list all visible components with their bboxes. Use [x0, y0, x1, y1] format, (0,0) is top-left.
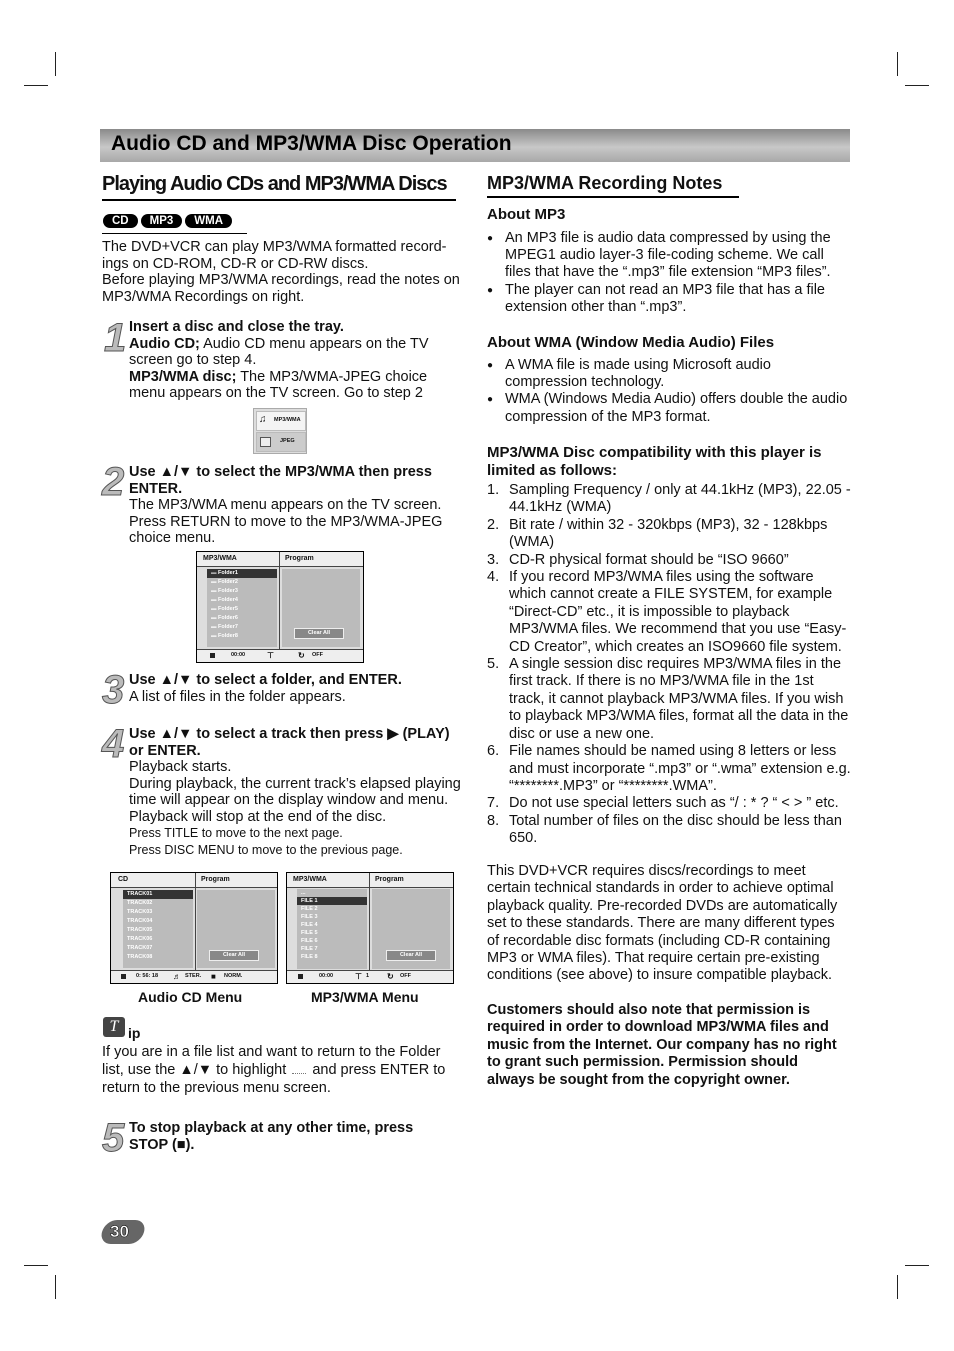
sound-mode: NORM.	[224, 973, 243, 979]
folder-item[interactable]: ▬ Folder4	[211, 597, 238, 603]
folder-list	[207, 569, 277, 647]
crop-mark	[55, 1275, 56, 1299]
disc-badges	[103, 211, 235, 229]
list-item: ● WMA (Windows Media Audio) offers double the audio compression of the MP3 format.	[487, 391, 849, 425]
badges-rule	[102, 233, 247, 234]
track-item[interactable]: TRACK07	[127, 945, 153, 951]
track-item[interactable]: TRACK05	[127, 927, 153, 933]
right-heading: MP3/WMA Recording Notes	[487, 173, 723, 193]
screen-title: MP3/WMA	[293, 876, 327, 883]
screen-title: CD	[118, 876, 129, 883]
parent-folder-item[interactable]: ...	[301, 890, 306, 896]
step-4-title: Use ▲/▼ to select a track then press ▶ (PLAY) or ENTER.	[129, 726, 450, 759]
screen-title: MP3/WMA	[203, 555, 237, 562]
badge-mp3: MP3	[141, 214, 183, 228]
step-1-title: Insert a disc and close the tray.	[129, 319, 344, 335]
step-number-5: 5	[102, 1116, 125, 1160]
file-item[interactable]: FILE 1	[297, 897, 367, 905]
file-item[interactable]: FILE 2	[301, 906, 318, 912]
list-item: ● The player can not read an MP3 file that has a file extension other than “.mp3”.	[487, 282, 849, 316]
list-item: 8. Total number of files on the disc should be less than 650.	[487, 812, 842, 847]
clear-all-button[interactable]: Clear All	[386, 950, 436, 961]
banner-title: Audio CD and MP3/WMA Disc Operation	[111, 132, 512, 155]
list-item: 6. File names should be named using 8 letters or less and must incorporate “.mp3” or “.wma” extension e.g. “********.MP3” or “********.WMA”.	[487, 743, 851, 794]
step-number-4: 4	[102, 722, 125, 766]
stop-icon	[210, 653, 215, 658]
step-2-title: Use ▲/▼ to select the MP3/WMA then press ENTER.	[129, 464, 432, 497]
compat-list	[487, 482, 852, 848]
repeat-status: OFF	[400, 973, 411, 979]
mp3-bullet-list	[487, 230, 849, 316]
folder-item[interactable]: ▬ Folder1	[207, 569, 277, 578]
file-item[interactable]: FILE 8	[301, 954, 318, 960]
speaker-icon: ■	[211, 972, 216, 981]
elapsed-time: 00:00	[231, 652, 246, 658]
step-4-text-2: During playback, the current track’s elapsed playing time will appear on the display window and menu. Playback will stop at the end of the disc.	[129, 775, 461, 825]
header-divider	[369, 873, 370, 971]
compat-heading: MP3/WMA Disc compatibility with this player is limited as follows:	[487, 444, 822, 479]
file-item[interactable]: FILE 3	[301, 914, 318, 920]
step-4-text-1: Playback starts.	[129, 759, 232, 775]
title-number: 1	[366, 973, 370, 979]
cd-menu-caption: Audio CD Menu	[138, 989, 243, 1005]
step-4-small-1: Press TITLE to move to the next page.	[129, 826, 343, 840]
wma-bullet-list	[487, 357, 849, 426]
elapsed-time: 0: 56: 18	[136, 973, 159, 979]
right-heading-rule	[487, 196, 739, 198]
folder-item[interactable]: ▬ Folder8	[211, 633, 238, 639]
repeat-icon: ↻	[387, 972, 394, 981]
step-1	[129, 319, 459, 402]
tip-text: If you are in a file list and want to return to the Folder list, use the ▲/▼ to highlight and press ENTER to return to the previous menu screen.	[102, 1044, 446, 1096]
stop-icon	[121, 974, 126, 979]
track-item[interactable]: TRACK04	[127, 918, 153, 924]
permission-text: Customers should also note that permission is required in order to download MP3/WMA files and music from the Internet. Our company has no right to grant such permission. Permission should always be sought from the copyright owner.	[487, 1002, 837, 1088]
left-heading: Playing Audio CDs and MP3/WMA Discs	[102, 173, 447, 195]
folder-up-icon	[292, 1066, 306, 1074]
about-wma-heading: About WMA (Window Media Audio) Files	[487, 334, 775, 351]
list-item: 7. Do not use special letters such as “/ : * ? “ < > ” etc.	[487, 795, 839, 812]
list-item: 2. Bit rate / within 32 - 320kbps (MP3), 32 - 128kbps (WMA)	[487, 516, 828, 551]
mp3-menu-caption: MP3/WMA Menu	[311, 989, 419, 1005]
crop-mark	[905, 1265, 929, 1266]
stop-icon	[298, 974, 303, 979]
step-1-mp3: MP3/WMA disc; The MP3/WMA-JPEG choice menu appears on the TV screen. Go to step 2	[129, 368, 428, 401]
crop-mark	[905, 85, 929, 86]
standards-text: This DVD+VCR requires discs/recordings to meet certain technical standards in order to achieve optimal playback quality. Pre-recorded DVDs are automatically set to these standards. There are many different types of recordable disc formats (including CD-R containing MP3 or WMA files). That require certain pre-existing conditions (see above) to insure compatible playback.	[487, 863, 838, 984]
step-3-text: A list of files in the folder appears.	[129, 688, 346, 705]
track-item[interactable]: TRACK08	[127, 954, 153, 960]
list-item: 4. If you record MP3/WMA files using the software which cannot create a FILE SYSTEM, for example “Direct-CD” etc., it is impossible to playback MP3/WMA files. We recommend that you use “Easy-CD Creator”, which creates an ISO9660 file system.	[487, 569, 847, 655]
screen-program: Program	[375, 876, 404, 883]
choice-mp3wma: ♫ MP3/WMA	[256, 411, 306, 431]
screen-program: Program	[285, 555, 314, 562]
step-4-small-2: Press DISC MENU to move to the previous page.	[129, 842, 403, 857]
section-banner	[100, 129, 850, 162]
audio-icon: ♬	[173, 972, 181, 981]
track-item[interactable]: TRACK06	[127, 936, 153, 942]
folder-item[interactable]: ▬ Folder2	[211, 579, 238, 585]
repeat-icon: ↻	[298, 651, 305, 660]
step-number-1: 1	[104, 316, 127, 360]
mp3wma-file-screen	[286, 872, 454, 984]
list-item: 3. CD-R physical format should be “ISO 9660”	[487, 551, 789, 568]
track-item[interactable]: TRACK03	[127, 909, 153, 915]
audio-cd-screen	[110, 872, 278, 984]
intro-text-2: Before playing MP3/WMA recordings, read the notes on MP3/WMA Recordings on right.	[102, 272, 460, 305]
left-heading-rule	[102, 199, 456, 201]
tip-label: ip	[128, 1025, 141, 1041]
step-3-title: Use ▲/▼ to select a folder, and ENTER.	[129, 672, 402, 688]
elapsed-time: 00:00	[319, 973, 334, 979]
file-item[interactable]: FILE 4	[301, 922, 318, 928]
step-1-cd: Audio CD; Audio CD menu appears on the TV screen go to step 4.	[129, 335, 429, 368]
step-5-title: To stop playback at any other time, press STOP (■).	[129, 1120, 414, 1153]
crop-mark	[55, 52, 56, 76]
crop-mark	[24, 85, 48, 86]
mp3wma-folder-screen	[196, 551, 364, 663]
file-list	[297, 889, 367, 969]
folder-item[interactable]: ▬ Folder3	[211, 588, 238, 594]
clear-all-button[interactable]: Clear All	[209, 950, 259, 961]
track-list	[123, 890, 193, 968]
about-mp3-heading: About MP3	[487, 206, 566, 223]
track-item[interactable]: TRACK02	[127, 900, 153, 906]
audio-status: STER.	[185, 973, 202, 979]
list-item: 1. Sampling Frequency / only at 44.1kHz (MP3), 22.05 - 44.1kHz (WMA)	[487, 482, 851, 516]
intro-text: The DVD+VCR can play MP3/WMA formatted record-ings on CD-ROM, CD-R or CD-RW discs.	[102, 239, 447, 272]
track-item[interactable]: TRACK01	[123, 890, 193, 899]
header-divider	[279, 552, 280, 650]
music-note-icon: ♫	[259, 414, 267, 425]
step-number-2: 2	[102, 460, 125, 504]
repeat-status: OFF	[312, 652, 323, 658]
tip-icon: T	[103, 1017, 125, 1037]
title-icon: ⊤	[267, 651, 274, 660]
picture-icon	[260, 437, 271, 447]
clear-all-button[interactable]: Clear All	[294, 628, 344, 639]
file-item[interactable]: FILE 7	[301, 946, 318, 952]
list-item: ● An MP3 file is audio data compressed by using the MPEG1 audio layer-3 file-coding scheme. We call files that have the “.mp3” file extension “MP3 files”.	[487, 230, 849, 282]
folder-item[interactable]: ▬ Folder7	[211, 624, 238, 630]
header-divider	[195, 873, 196, 971]
page-number: 30	[110, 1222, 129, 1241]
folder-item[interactable]: ▬ Folder6	[211, 615, 238, 621]
screen-program: Program	[201, 876, 230, 883]
title-icon: ⊤	[355, 972, 362, 981]
choice-jpeg: JPEG	[256, 432, 306, 452]
list-item: ● A WMA file is made using Microsoft audio compression technology.	[487, 357, 849, 391]
crop-mark	[24, 1265, 48, 1266]
step-2	[129, 464, 459, 547]
list-item: 5. A single session disc requires MP3/WMA files in the first track. If there is no MP3/WMA file in the 1st track, it cannot playback MP3/WMA files. If you wish to playback MP3/WMA files, format all the data in the disc or use a new one.	[487, 656, 849, 742]
crop-mark	[897, 1275, 898, 1299]
file-item[interactable]: FILE 6	[301, 938, 318, 944]
folder-item[interactable]: ▬ Folder5	[211, 606, 238, 612]
badge-cd: CD	[103, 214, 138, 228]
choice-menu	[253, 408, 307, 454]
step-3	[129, 672, 459, 705]
step-4	[129, 726, 464, 858]
step-2-text: The MP3/WMA menu appears on the TV screen. Press RETURN to move to the MP3/WMA-JPEG choice menu.	[129, 497, 443, 546]
crop-mark	[897, 52, 898, 76]
file-item[interactable]: FILE 5	[301, 930, 318, 936]
badge-wma: WMA	[185, 214, 232, 228]
step-number-3: 3	[102, 668, 125, 712]
